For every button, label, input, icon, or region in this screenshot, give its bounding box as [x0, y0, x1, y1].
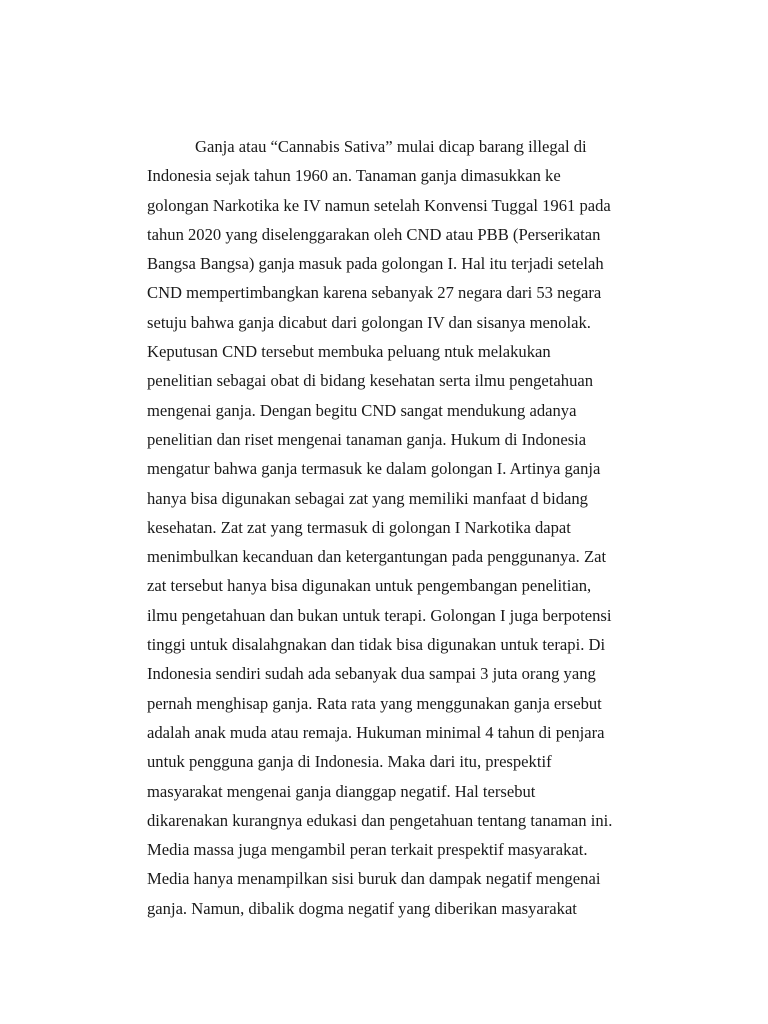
paragraph-line: Ganja atau “Cannabis Sativa” mulai dicap barang illegal di — [195, 137, 587, 156]
paragraph-line: zat tersebut hanya bisa digunakan untuk pengembangan penelitian, — [147, 576, 592, 596]
body-paragraph — [147, 132, 667, 923]
paragraph-line: Indonesia sendiri sudah ada sebanyak dua sampai 3 juta orang yang — [147, 664, 596, 684]
paragraph-line: kesehatan. Zat zat yang termasuk di golongan I Narkotika dapat — [147, 517, 571, 537]
paragraph-line: mengenai ganja. Dengan begitu CND sangat mendukung adanya — [147, 400, 577, 420]
paragraph-line: CND mempertimbangkan karena sebanyak 27 negara dari 53 negara — [147, 283, 602, 303]
paragraph-line: menimbulkan kecanduan dan ketergantungan pada penggunanya. Zat — [147, 547, 607, 567]
paragraph-line: Media hanya menampilkan sisi buruk dan dampak negatif mengenai — [147, 869, 601, 889]
paragraph-line: ganja. Namun, dibalik dogma negatif yang diberikan masyarakat — [147, 898, 577, 918]
paragraph-line: adalah anak muda atau remaja. Hukuman minimal 4 tahun di penjara — [147, 722, 605, 742]
paragraph-line: Media massa juga mengambil peran terkait prespektif masyarakat. — [147, 840, 588, 860]
paragraph-line: Keputusan CND tersebut membuka peluang ntuk melakukan — [147, 342, 551, 362]
paragraph-line: penelitian dan riset mengenai tanaman ganja. Hukum di Indonesia — [147, 429, 587, 449]
paragraph-line: tahun 2020 yang diselenggarakan oleh CND atau PBB (Perserikatan — [147, 224, 601, 244]
paragraph-line: untuk pengguna ganja di Indonesia. Maka dari itu, prespektif — [147, 752, 552, 772]
paragraph-line: penelitian sebagai obat di bidang kesehatan serta ilmu pengetahuan — [147, 371, 594, 391]
paragraph-line: masyarakat mengenai ganja dianggap negatif. Hal tersebut — [147, 781, 536, 801]
paragraph-line: mengatur bahwa ganja termasuk ke dalam golongan I. Artinya ganja — [147, 459, 601, 479]
paragraph-line: dikarenakan kurangnya edukasi dan pengetahuan tentang tanaman ini. — [147, 810, 613, 830]
paragraph-line: Bangsa Bangsa) ganja masuk pada golongan I. Hal itu terjadi setelah — [147, 254, 604, 274]
paragraph-line: Indonesia sejak tahun 1960 an. Tanaman ganja dimasukkan ke — [147, 166, 561, 186]
paragraph-line: hanya bisa digunakan sebagai zat yang memiliki manfaat d bidang — [147, 488, 588, 508]
paragraph-line: ilmu pengetahuan dan bukan untuk terapi. Golongan I juga berpotensi — [147, 605, 612, 625]
paragraph-line: pernah menghisap ganja. Rata rata yang menggunakan ganja ersebut — [147, 693, 602, 713]
paragraph-line: golongan Narkotika ke IV namun setelah Konvensi Tuggal 1961 pada — [147, 195, 611, 215]
paragraph-line: setuju bahwa ganja dicabut dari golongan IV dan sisanya menolak. — [147, 312, 591, 332]
paragraph-line: tinggi untuk disalahgnakan dan tidak bisa digunakan untuk terapi. Di — [147, 635, 606, 655]
